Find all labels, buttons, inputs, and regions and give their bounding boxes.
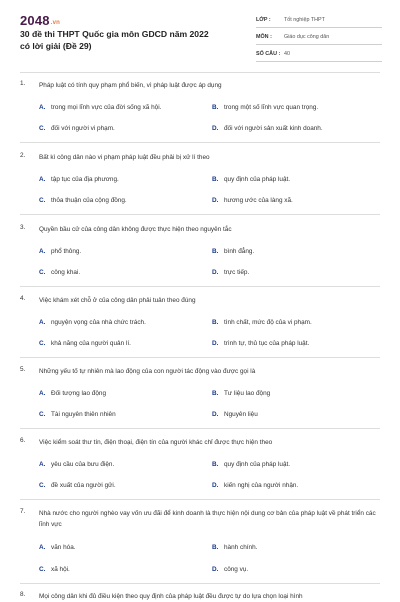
info-value: Tốt nghiệp THPT bbox=[284, 17, 325, 23]
option-letter: A. bbox=[39, 390, 46, 397]
option-letter: D. bbox=[212, 125, 219, 132]
option-a[interactable] bbox=[39, 176, 119, 183]
option-text: tình chất, mức độ của vi phạm. bbox=[224, 319, 312, 326]
question-text: Mọi công dân khi đủ điều kiện theo quy định của pháp luật đều được tự do lựa chọn loại hình bbox=[39, 593, 303, 600]
option-c[interactable] bbox=[39, 482, 116, 489]
header-divider bbox=[20, 72, 380, 73]
option-text: đối với người vi phạm. bbox=[51, 125, 115, 132]
option-letter: A. bbox=[39, 104, 46, 111]
question-number: 1. bbox=[20, 80, 26, 87]
info-row-question-count bbox=[256, 47, 382, 62]
option-a[interactable] bbox=[39, 544, 76, 551]
option-c[interactable] bbox=[39, 197, 127, 204]
question-text: Nhà nước cho người nghèo vay vốn ưu đãi để kinh doanh là thực hiện nội dung cơ bản của pháp luật về phát triển các lĩnh vực bbox=[39, 510, 376, 528]
option-letter: C. bbox=[39, 197, 46, 204]
question-text: Bất kì công dân nào vi phạm pháp luật đều phải bị xử lí theo bbox=[39, 154, 210, 161]
option-letter: D. bbox=[212, 340, 219, 347]
exam-info-panel bbox=[256, 13, 382, 64]
option-a[interactable] bbox=[39, 319, 146, 326]
option-letter: C. bbox=[39, 411, 46, 418]
option-text: Tài nguyên thiên nhiên bbox=[51, 411, 116, 418]
option-text: yêu cầu của bưu điện. bbox=[51, 461, 115, 468]
option-text: văn hóa. bbox=[51, 544, 76, 551]
question-number: 6. bbox=[20, 437, 26, 444]
question-text: Quyền bầu cử của công dân không được thực hiện theo nguyên tắc bbox=[39, 226, 232, 233]
question-divider bbox=[20, 428, 380, 429]
option-letter: A. bbox=[39, 461, 46, 468]
question-text: Pháp luật có tính quy phạm phổ biến, vì pháp luật được áp dụng bbox=[39, 82, 222, 89]
option-text: thỏa thuận của cộng đồng. bbox=[51, 197, 127, 204]
option-text: đối với người sản xuất kinh doanh. bbox=[224, 125, 323, 132]
logo-main-text: 2048 bbox=[20, 13, 50, 28]
option-letter: D. bbox=[212, 269, 219, 276]
option-text: hương ước của làng xã. bbox=[224, 197, 293, 204]
option-letter: C. bbox=[39, 340, 46, 347]
question-divider bbox=[20, 357, 380, 358]
question-number: 8. bbox=[20, 591, 26, 598]
option-c[interactable] bbox=[39, 566, 70, 573]
question-divider bbox=[20, 583, 380, 584]
option-text: quy định của pháp luật. bbox=[224, 461, 291, 468]
question-number: 5. bbox=[20, 366, 26, 373]
question-number: 7. bbox=[20, 508, 26, 515]
option-c[interactable] bbox=[39, 125, 115, 132]
option-letter: A. bbox=[39, 319, 46, 326]
option-text: công khai. bbox=[51, 269, 81, 276]
option-text: công vụ. bbox=[224, 566, 249, 573]
option-text: kiến nghị của người nhận. bbox=[224, 482, 299, 489]
option-text: trình tự, thủ tục của pháp luật. bbox=[224, 340, 310, 347]
option-text: trong một số lĩnh vực quan trọng. bbox=[224, 104, 319, 111]
option-text: Đối tượng lao động bbox=[51, 390, 107, 397]
option-c[interactable] bbox=[39, 340, 131, 347]
option-letter: B. bbox=[212, 176, 219, 183]
option-b[interactable] bbox=[212, 319, 312, 326]
option-text: trực tiếp. bbox=[224, 269, 250, 276]
exam-title: 30 đề thi THPT Quốc gia môn GDCD năm 2022 có lời giải (Đề 29) bbox=[20, 29, 209, 51]
option-b[interactable] bbox=[212, 544, 257, 551]
option-letter: B. bbox=[212, 104, 219, 111]
option-text: phổ thông. bbox=[51, 248, 82, 255]
option-text: xã hội. bbox=[51, 566, 70, 573]
option-letter: C. bbox=[39, 566, 46, 573]
option-text: trong mọi lĩnh vực của đời sống xã hội. bbox=[51, 104, 162, 111]
info-label: SỐ CÂU : bbox=[256, 51, 281, 57]
option-letter: C. bbox=[39, 269, 46, 276]
option-text: bình đẳng. bbox=[224, 248, 255, 255]
option-letter: C. bbox=[39, 125, 46, 132]
option-text: nguyện vọng của nhà chức trách. bbox=[51, 319, 146, 326]
option-text: khả năng của người quản lí. bbox=[51, 340, 131, 347]
option-letter: B. bbox=[212, 319, 219, 326]
question-text: Việc kiểm soát thư tín, điện thoại, điện tín của người khác chỉ được thực hiện theo bbox=[39, 439, 273, 446]
option-d[interactable] bbox=[212, 482, 298, 489]
option-a[interactable] bbox=[39, 390, 106, 397]
option-b[interactable] bbox=[212, 104, 318, 111]
option-letter: A. bbox=[39, 248, 46, 255]
info-label: MÔN : bbox=[256, 34, 272, 40]
option-letter: D. bbox=[212, 566, 219, 573]
option-a[interactable] bbox=[39, 104, 161, 111]
info-row-subject bbox=[256, 30, 382, 45]
option-text: Tư liệu lao động bbox=[224, 390, 271, 397]
option-d[interactable] bbox=[212, 566, 248, 573]
info-value: 40 bbox=[284, 51, 290, 57]
option-b[interactable] bbox=[212, 176, 290, 183]
option-text: tập tục của địa phương. bbox=[51, 176, 119, 183]
info-row-grade bbox=[256, 13, 382, 28]
info-label: LỚP : bbox=[256, 17, 271, 23]
question-divider bbox=[20, 142, 380, 143]
option-letter: A. bbox=[39, 176, 46, 183]
option-letter: B. bbox=[212, 461, 219, 468]
option-text: quy định của pháp luật. bbox=[224, 176, 291, 183]
question-number: 3. bbox=[20, 224, 26, 231]
question-text: Việc khám xét chỗ ở của công dân phải tuân theo đúng bbox=[39, 297, 196, 304]
option-c[interactable] bbox=[39, 269, 80, 276]
question-number: 4. bbox=[20, 295, 26, 302]
option-text: Nguyên liệu bbox=[224, 411, 258, 418]
logo-suffix-text: .vn bbox=[50, 20, 61, 26]
option-letter: D. bbox=[212, 197, 219, 204]
option-letter: B. bbox=[212, 248, 219, 255]
page-header bbox=[0, 0, 400, 70]
option-d[interactable] bbox=[212, 340, 309, 347]
option-letter: B. bbox=[212, 390, 219, 397]
option-letter: D. bbox=[212, 482, 219, 489]
question-number: 2. bbox=[20, 152, 26, 159]
question-divider bbox=[20, 214, 380, 215]
option-letter: B. bbox=[212, 544, 219, 551]
option-letter: C. bbox=[39, 482, 46, 489]
option-d[interactable] bbox=[212, 269, 249, 276]
option-b[interactable] bbox=[212, 461, 290, 468]
option-letter: D. bbox=[212, 411, 219, 418]
question-text: Những yếu tố tự nhiên mà lao động của con người tác động vào được gọi là bbox=[39, 368, 256, 375]
option-a[interactable] bbox=[39, 248, 81, 255]
option-d[interactable] bbox=[212, 197, 293, 204]
option-d[interactable] bbox=[212, 411, 258, 418]
site-logo[interactable] bbox=[20, 13, 60, 28]
option-b[interactable] bbox=[212, 248, 254, 255]
option-text: đề xuất của người gửi. bbox=[51, 482, 116, 489]
option-letter: A. bbox=[39, 544, 46, 551]
option-c[interactable] bbox=[39, 411, 116, 418]
option-b[interactable] bbox=[212, 390, 270, 397]
option-a[interactable] bbox=[39, 461, 114, 468]
option-d[interactable] bbox=[212, 125, 323, 132]
question-divider bbox=[20, 499, 380, 500]
question-divider bbox=[20, 286, 380, 287]
info-value: Giáo dục công dân bbox=[284, 34, 330, 40]
option-text: hành chính. bbox=[224, 544, 258, 551]
